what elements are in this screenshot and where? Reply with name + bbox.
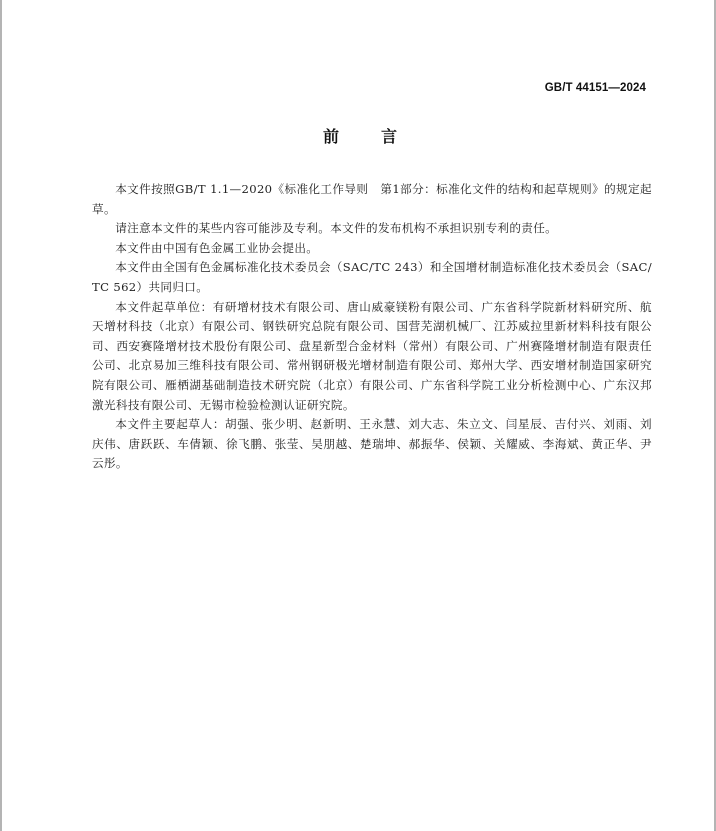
paragraph-drafters: 本文件主要起草人：胡强、张少明、赵新明、王永慧、刘大志、朱立文、闫星辰、吉付兴、刘雨、刘庆伟、唐跃跃、车倩颖、徐飞鹏、张莹、吴朋越、楚瑞坤、郝振华、侯颖、关耀威、李海斌、黄正华、尹云彤。 [92, 417, 652, 471]
page-title [2, 124, 716, 147]
paragraph-proposer: 本文件由中国有色金属工业协会提出。 [115, 240, 319, 255]
title-char-2: 言 [381, 127, 398, 146]
foreword-body [92, 180, 652, 474]
paragraph-drafting-units: 本文件起草单位：有研增材技术有限公司、唐山威豪镁粉有限公司、广东省科学院新材料研究所、航天增材科技（北京）有限公司、钢铁研究总院有限公司、国营芜湖机械厂、江苏威拉里新材料科技有限公司、西安赛隆增材技术股份有限公司、盘星新型合金材料（常州）有限公司、广州赛隆增材制造有限责任公司、北京易加三维科技有限公司、常州钢研极光增材制造有限公司、郑州大学、西安增材制造国家研究院有限公司、雁栖湖基础制造技术研究院（北京）有限公司、广东省科学院工业分析检测中心、广东汉邦激光科技有限公司、无锡市检验检测认证研究院。 [92, 299, 652, 412]
standard-code: GB/T 44151—2024 [544, 82, 646, 94]
title-char-1: 前 [322, 127, 339, 146]
paragraph-patent-notice: 请注意本文件的某些内容可能涉及专利。本文件的发布机构不承担识别专利的责任。 [115, 221, 558, 236]
paragraph-drafting-rules: 本文件按照GB/T 1.1—2020《标准化工作导则 第1部分：标准化文件的结构和起草规则》的规定起草。 [92, 182, 652, 216]
paragraph-committee: 本文件由全国有色金属标准化技术委员会（SAC/TC 243）和全国增材制造标准化技术委员会（SAC/ TC 562）共同归口。 [92, 260, 652, 294]
